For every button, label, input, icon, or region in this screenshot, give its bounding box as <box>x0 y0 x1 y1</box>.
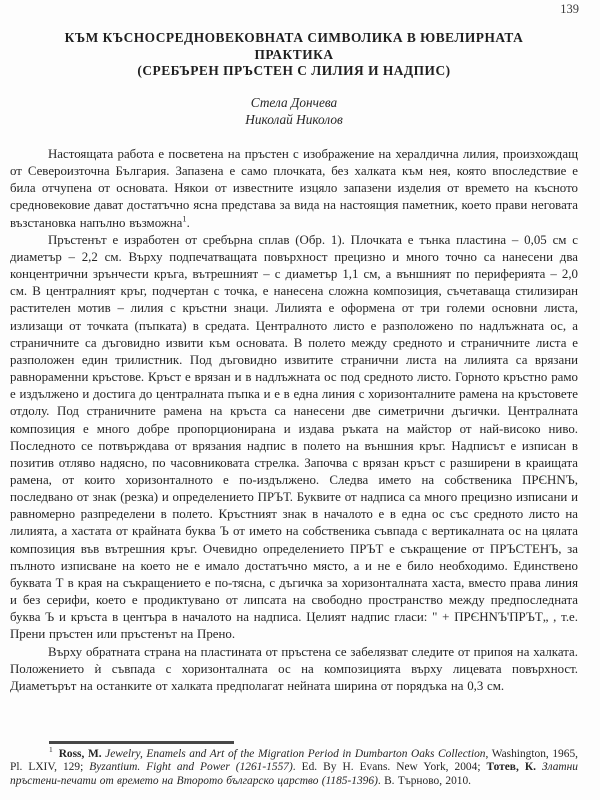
footnote-segment: Тотев, К. <box>486 761 536 774</box>
footnote <box>10 744 578 789</box>
title-line-3: (СРЕБЪРЕН ПРЪСТЕН С ЛИЛИЯ И НАДПИС) <box>137 63 451 79</box>
paragraph <box>10 146 578 232</box>
footnote-segment: , Washington, 1965, Pl. LXIV, 129; <box>10 747 578 774</box>
footnote-segment: Jewelry, Enamels and Art of the Migration Period in Dumbarton Oaks Collection <box>101 747 486 760</box>
title-line-1: КЪМ КЪСНОСРЕДНОВЕКОВНАТА СИМВОЛИКА В ЮВЕЛИРНАТА <box>64 30 524 45</box>
authors-block <box>10 94 578 128</box>
footnote-segment: Златни пръстени-печати от времето на Второто българско царство (1185-1396) <box>10 761 578 787</box>
article-body <box>10 146 578 740</box>
author-name: Стела Дончева <box>250 95 338 110</box>
footnote-segment: Ross, M. <box>58 747 102 760</box>
paragraph: Пръстенът е изработен от сребърна сплав (Обр. 1). Плочката е тънка пластина – 0,05 см с диаметър – 2,2 см. Върху подпечатващата повърхност прецизно и много точно са нанесени два концентрични зрънчести кръга, вътрешният – с диаметър 1,1 см, а външният по периферията – 2,0 см. В централният кръг, подчертан с точка, е нанесена сложна композиция, съчетаваща стилизиран растителен мотив – лилия с кръстни знаци. Лилията е оформена от три големи основни листа, излизащи от точката (пъпката) в средата. Централното листо е разположено по надлъжната ос, а страничните са дъговидно извити към основата. В полето между средното и страничните листа е разположен един трилистник. Под дъговидно извитите странични листа на лилията са врязани равнораменни кръстове. Кръст е врязан и в надлъжната ос под средното листо. Горното кръстно рамо е издължено и достига до централната пъпка и е в една линия с хоризонталните рамена на кръстовете отдолу. Под страничните рамена на кръста са нанесени две симетрични дъгички. Централната композиция е много добре пропорционирана и издава ръката на майстор от най-високо ниво. Последното се потвърждава от врязания надпис в полето на външния кръг. Надписът е изписан в позитив отляво надясно, по часовниковата стрелка. Започва с врязан кръст с разширени в краищата рамена, от които хоризонталното е по-издължено. Следва името на собственика ПРЄНNЪ, последвано от знак (резка) и определението ПРЪТ. Буквите от надписа са много прецизно изписани и равномерно разпределени в полето. Кръстният знак в началото е в една ос със средното листо на лилията, а хастата от крайната буква Ъ от името на собственика съвпада с вертикалната ос на цялата композиция във вътрешния кръг. Очевидно определението ПРЪТ е съкращение от ПРЪСТЕНЪ, за пълното изписване на което не е имало достатъчно място, а и не е било необходимо. Единствено буквата Т в края на съкращението е по-тясна, с дъгичка за хоризонталната хаста, вместо права линия и без серифи, което е продиктувано от липсата на свободно пространство между предпоследната буква Ъ и кръста в центъра в началото на надписа. Целият надпис гласи: " + ПРЄНNЪ'ПРЪТ„ , т.е. Прени пръстен или пръстенът на Прено. <box>10 232 578 642</box>
footnote-marker: 1 <box>49 744 53 754</box>
footnote-segment: . Ed. By H. Evans. New York, 2004; <box>292 761 487 774</box>
paragraph-text: Настоящата работа е посветена на пръстен с изображение на хералдична лилия, произхождащ от Североизточна България. Запазена е само плочката, без халката към нея, която впоследствие е била отчупена от основата. Някои от известните изцяло запазени изделия от времето на късното средновековие дават достатъчно ясна представа за вида на настоящия паметник, което прави неговата възстановка напълно възможна <box>10 147 578 230</box>
footnote-separator <box>49 741 234 744</box>
paragraph: Върху обратната страна на пластината от пръстена се забелязват следите от припоя на халката. Положението ѝ съвпада с хоризонталната ос на композицията върху лицевата повърхност. Диаметърът на останките от халката предполагат нейната ширина от порядъка на 0,3 см. <box>10 644 578 693</box>
footnote-segment: Byzantium. Fight and Power (1261-1557) <box>89 761 293 774</box>
title-line-2: ПРАКТИКА <box>254 46 334 62</box>
article-title <box>10 30 578 80</box>
page-number: 139 <box>560 2 579 16</box>
paragraph-text: . <box>186 215 190 230</box>
footnote-reference: 1 <box>182 214 187 224</box>
footnote-segment: . В. Търново, 2010. <box>377 774 472 787</box>
footnote-area <box>10 735 578 800</box>
author-name: Николай Николов <box>245 112 343 127</box>
